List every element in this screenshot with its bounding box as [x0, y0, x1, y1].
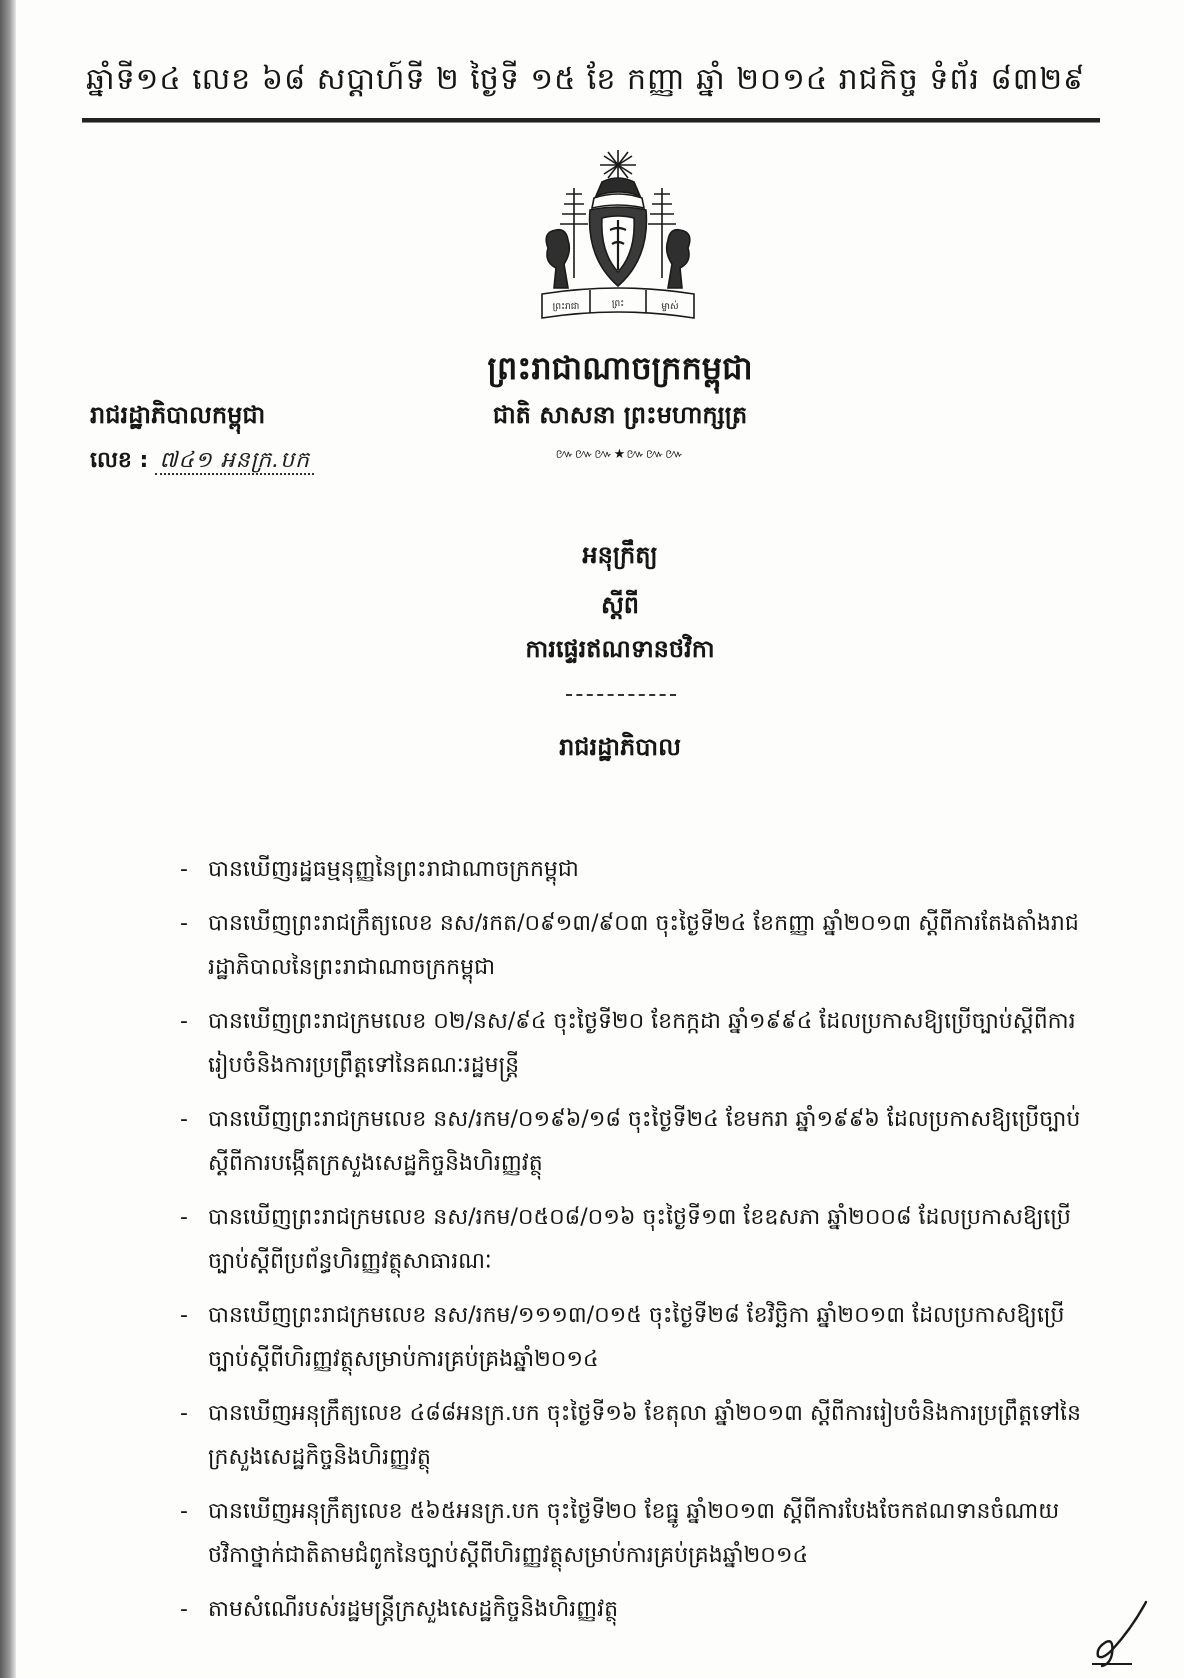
- recital-text: បានឃើញរដ្ឋធម្មនុញ្ញនៃព្រះរាជាណាចក្រកម្ពុជា: [208, 857, 579, 882]
- recital-item: - បានឃើញព្រះរាជក្រមលេខ នស/រកម/០៥០៨/០១៦ ចុះថ្ងៃទី១៣ ខែឧសភា ឆ្នាំ២០០៨ ដែលប្រកាសឱ្យប្រើច្បាប់ស្តីពីប្រព័ន្ធហិរញ្ញវត្ថុសាធារណៈ: [180, 1205, 1071, 1274]
- crown-star-icon: [600, 150, 636, 178]
- kingdom-title: ព្រះរាជាណាចក្រកម្ពុជា: [487, 349, 753, 387]
- document-about-label: ស្តីពី: [600, 591, 640, 619]
- recital-item: - បានឃើញអនុក្រឹត្យលេខ ៥៦៥អនក្រ.បក ចុះថ្ងៃទី២០ ខែធ្នូ ឆ្នាំ២០១៣ ស្តីពីការបែងចែកឥណទានចំណាយថវិកាថ្នាក់ជាតិតាមជំពូកនៃច្បាប់ស្តីពីហិរញ្ញវត្ថុសម្រាប់ការគ្រប់គ្រងឆ្នាំ២០១៤: [180, 1499, 1060, 1568]
- recital-text: បានឃើញព្រះរាជក្រមលេខ នស/រកម/១១១៣/០១៥ ចុះថ្ងៃទី២៨ ខែវិច្ឆិកា ឆ្នាំ២០១៣ ដែលប្រកាសឱ្យប្រើច្បាប់ស្តីពីហិរញ្ញវត្ថុសម្រាប់ការគ្រប់គ្រងឆ្នាំ២០១៤: [208, 1303, 1065, 1372]
- header-rule: [82, 118, 1100, 123]
- handwritten-initial-mark-icon: [1072, 1598, 1152, 1670]
- recital-text: បានឃើញព្រះរាជក្រមលេខ ០២/នស/៩៤ ចុះថ្ងៃទី២០ ខែកក្កដា ឆ្នាំ១៩៩៤ ដែលប្រកាសឱ្យប្រើច្បាប់ស្តីពីការរៀបចំនិងការប្រព្រឹត្តទៅនៃគណៈរដ្ឋមន្ត្រី: [208, 1009, 1076, 1078]
- emblem-banner-text-left: ព្រះរាជា: [552, 302, 580, 312]
- recital-item: - បានឃើញអនុក្រឹត្យលេខ ៤៨៨អនក្រ.បក ចុះថ្ងៃទី១៦ ខែតុលា ឆ្នាំ២០១៣ ស្តីពីការរៀបចំនិងការប្រព្រឹត្តទៅនៃក្រសួងសេដ្ឋកិច្ចនិងហិរញ្ញវត្ថុ: [180, 1401, 1081, 1470]
- reference-number: ៧៤១ អនក្រ.បក: [155, 448, 314, 475]
- recital-text: បានឃើញព្រះរាជក្រឹត្យលេខ នស/រកត/០៩១៣/៩០៣ ចុះថ្ងៃទី២៤ ខែកញ្ញា ឆ្នាំ២០១៣ ស្តីពីការតែងតាំងរាជរដ្ឋាភិបាលនៃព្រះរាជាណាចក្រកម្ពុជា: [208, 911, 1079, 980]
- reference-label: លេខ :: [90, 448, 149, 473]
- scan-edge-shadow: [0, 0, 16, 1678]
- recital-text: បានឃើញព្រះរាជក្រមលេខ នស/រកម/០៥០៨/០១៦ ចុះថ្ងៃទី១៣ ខែឧសភា ឆ្នាំ២០០៨ ដែលប្រកាសឱ្យប្រើច្បាប់ស្តីពីប្រព័ន្ធហិរញ្ញវត្ថុសាធារណៈ: [208, 1205, 1071, 1274]
- emblem-banner-text-center: ព្រះ: [611, 299, 625, 309]
- document-authority: រាជរដ្ឋាភិបាល: [559, 733, 681, 761]
- gazette-header: ឆ្នាំទី១៤ លេខ ៦៨ សប្តាហ៍ទី ២ ថ្ងៃទី ១៥ ខែ កញ្ញា ឆ្នាំ ២០១៤ រាជកិច្ច ទំព័រ ៨៣២៩: [86, 62, 1086, 97]
- recitals-list: [180, 848, 1100, 1642]
- recital-item: - បានឃើញព្រះរាជក្រឹត្យលេខ នស/រកត/០៩១៣/៩០៣ ចុះថ្ងៃទី២៤ ខែកញ្ញា ឆ្នាំ២០១៣ ស្តីពីការតែងតាំងរាជរដ្ឋាភិបាលនៃព្រះរាជាណាចក្រកម្ពុជា: [180, 911, 1079, 980]
- document-type: អនុក្រឹត្យ: [582, 541, 658, 569]
- recital-item: - បានឃើញរដ្ឋធម្មនុញ្ញនៃព្រះរាជាណាចក្រកម្ពុជា: [180, 857, 579, 882]
- recital-item: - បានឃើញព្រះរាជក្រមលេខ នស/រកម/១១១៣/០១៥ ចុះថ្ងៃទី២៨ ខែវិច្ឆិកា ឆ្នាំ២០១៣ ដែលប្រកាសឱ្យប្រើច្បាប់ស្តីពីហិរញ្ញវត្ថុសម្រាប់ការគ្រប់គ្រងឆ្នាំ២០១៤: [180, 1303, 1065, 1372]
- recital-text: បានឃើញអនុក្រឹត្យលេខ ៥៦៥អនក្រ.បក ចុះថ្ងៃទី២០ ខែធ្នូ ឆ្នាំ២០១៣ ស្តីពីការបែងចែកឥណទានចំណាយថវិកាថ្នាក់ជាតិតាមជំពូកនៃច្បាប់ស្តីពីហិរញ្ញវត្ថុសម្រាប់ការគ្រប់គ្រងឆ្នាំ២០១៤: [208, 1499, 1060, 1568]
- recital-item: - តាមសំណើរបស់រដ្ឋមន្ត្រីក្រសួងសេដ្ឋកិច្ចនិងហិរញ្ញវត្ថុ: [180, 1597, 619, 1622]
- royal-coat-of-arms-icon: [528, 148, 708, 333]
- issuing-government: រាជរដ្ឋាភិបាលកម្ពុជា: [90, 401, 266, 429]
- reference-number-row: [90, 446, 314, 478]
- recital-item: - បានឃើញព្រះរាជក្រមលេខ ០២/នស/៩៤ ចុះថ្ងៃទី២០ ខែកក្កដា ឆ្នាំ១៩៩៤ ដែលប្រកាសឱ្យប្រើច្បាប់ស្តីពីការរៀបចំនិងការប្រព្រឹត្តទៅនៃគណៈរដ្ឋមន្ត្រី: [180, 1009, 1076, 1078]
- emblem-banner-text-right: ម្ចាស់: [661, 302, 679, 312]
- recital-text: បានឃើញព្រះរាជក្រមលេខ នស/រកម/០១៩៦/១៨ ចុះថ្ងៃទី២៤ ខែមករា ឆ្នាំ១៩៩៦ ដែលប្រកាសឱ្យប្រើច្បាប់ស្តីពីការបង្កើតក្រសួងសេដ្ឋកិច្ចនិងហិរញ្ញវត្ថុ: [208, 1107, 1081, 1176]
- recital-text: បានឃើញអនុក្រឹត្យលេខ ៤៨៨អនក្រ.បក ចុះថ្ងៃទី១៦ ខែតុលា ឆ្នាំ២០១៣ ស្តីពីការរៀបចំនិងការប្រព្រឹត្តទៅនៃក្រសួងសេដ្ឋកិច្ចនិងហិរញ្ញវត្ថុ: [208, 1401, 1081, 1470]
- recital-text: តាមសំណើរបស់រដ្ឋមន្ត្រីក្រសួងសេដ្ឋកិច្ចនិងហិរញ្ញវត្ថុ: [208, 1597, 619, 1622]
- national-motto: ជាតិ សាសនា ព្រះមហាក្សត្រ: [492, 401, 748, 429]
- document-subject: ការផ្ទេរឥណទានថវិកា: [525, 635, 715, 663]
- decorative-ornament: ៚៚៚★៚៚៚: [555, 447, 685, 462]
- recital-item: - បានឃើញព្រះរាជក្រមលេខ នស/រកម/០១៩៦/១៨ ចុះថ្ងៃទី២៤ ខែមករា ឆ្នាំ១៩៩៦ ដែលប្រកាសឱ្យប្រើច្បាប់ស្តីពីការបង្កើតក្រសួងសេដ្ឋកិច្ចនិងហិរញ្ញវត្ថុ: [180, 1107, 1081, 1176]
- title-divider: [566, 694, 676, 696]
